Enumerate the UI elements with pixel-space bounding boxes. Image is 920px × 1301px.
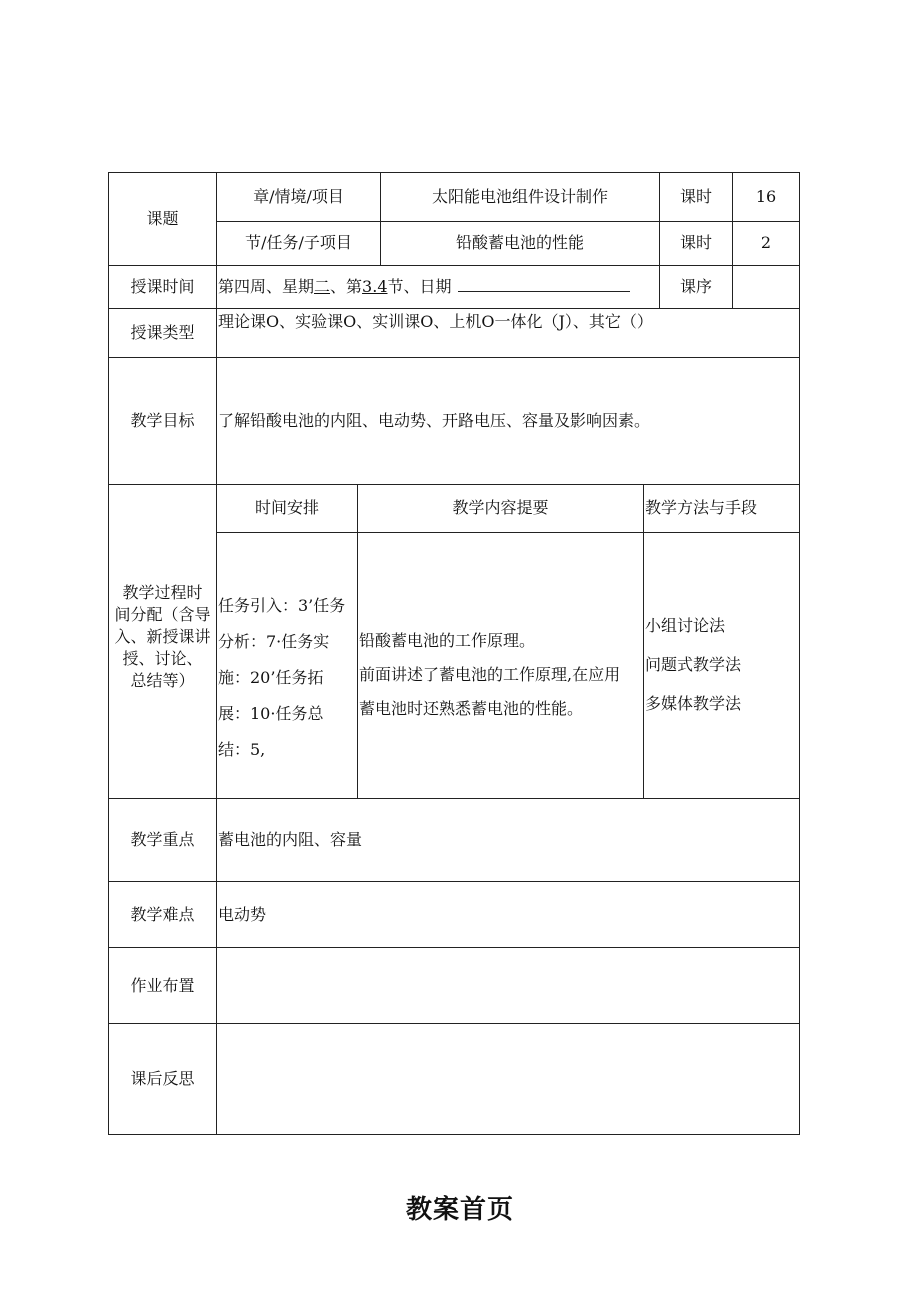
schedule-prefix: 第四周、星期: [218, 277, 315, 296]
section-value: 铅酸蓄电池的性能: [455, 233, 584, 252]
row-line: [216, 532, 800, 533]
difficulty-label: 教学难点: [130, 905, 195, 924]
hours-label-2: 课时: [679, 233, 712, 252]
topic-label: 课题: [146, 209, 179, 228]
schedule-value: [218, 277, 630, 297]
order-label: 课序: [679, 277, 712, 296]
schedule-suffix: 节、日期: [387, 277, 452, 296]
schedule-label: 授课时间: [130, 277, 195, 296]
chapter-value: 太阳能电池组件设计制作: [431, 187, 608, 206]
section-label: 节/任务/子项目: [245, 233, 352, 252]
method-line: 多媒体教学法: [645, 694, 742, 713]
row-line: [108, 947, 800, 948]
col-header-time: 时间安排: [254, 498, 319, 517]
time-line: 任务引入：3’任务: [218, 596, 346, 615]
table-border-top: [108, 172, 800, 173]
homework-label: 作业布置: [130, 976, 195, 995]
hours-value-1: 16: [755, 187, 777, 206]
content-line: 蓄电池时还熟悉蓄电池的性能。: [359, 699, 584, 718]
difficulty-value: 电动势: [218, 905, 267, 924]
teaching-methods: [645, 606, 741, 723]
time-line: 分析：7·任务实: [218, 632, 330, 651]
col-line: [643, 484, 644, 799]
objective-label: 教学目标: [130, 411, 195, 430]
process-label-line: 授、讨论、: [122, 649, 203, 668]
schedule-weekday: 二: [314, 277, 331, 296]
reflection-label: 课后反思: [130, 1069, 195, 1088]
method-line: 小组讨论法: [645, 616, 726, 635]
chapter-label: 章/情境/项目: [253, 187, 344, 206]
time-line: 展：10·任务总: [218, 704, 324, 723]
method-line: 问题式教学法: [645, 655, 742, 674]
process-label-line: 入、新授课讲: [114, 627, 211, 646]
time-line: 结：5,: [218, 740, 266, 759]
hours-label-1: 课时: [679, 187, 712, 206]
row-line: [108, 1023, 800, 1024]
col-line: [357, 484, 358, 799]
row-line: [108, 308, 800, 309]
content-summary: [359, 624, 620, 726]
process-label-line: 间分配（含导: [114, 605, 211, 624]
col-header-content: 教学内容提要: [452, 498, 549, 517]
date-blank-line: [458, 277, 630, 292]
key-point-value: 蓄电池的内阻、容量: [218, 830, 363, 849]
lesson-type-value: 理论课O、实验课O、实训课O、上机O一体化（J）、其它（）: [218, 312, 653, 331]
process-label: [109, 582, 216, 692]
time-arrangement: [218, 588, 345, 768]
col-header-method: 教学方法与手段: [645, 498, 758, 517]
hours-value-2: 2: [760, 233, 772, 252]
row-line: [108, 357, 800, 358]
process-label-line: 教学过程时: [122, 583, 203, 602]
row-line: [108, 265, 800, 266]
process-label-line: 总结等）: [130, 671, 195, 690]
page-title: 教案首页: [405, 1195, 514, 1225]
time-line: 施：20’任务拓: [218, 668, 324, 687]
key-point-label: 教学重点: [130, 830, 195, 849]
row-line: [108, 484, 800, 485]
lesson-type-label: 授课类型: [130, 323, 195, 342]
schedule-mid: 、第: [330, 277, 363, 296]
objective-value: 了解铅酸电池的内阻、电动势、开路电压、容量及影响因素。: [218, 411, 651, 430]
row-line: [108, 881, 800, 882]
content-line: 铅酸蓄电池的工作原理。: [359, 631, 536, 650]
content-line: 前面讲述了蓄电池的工作原理,在应用: [359, 665, 621, 684]
row-line: [216, 221, 800, 222]
table-border-right: [799, 172, 800, 1135]
table-border-bottom: [108, 1134, 800, 1135]
schedule-periods: 3.4: [362, 277, 388, 296]
col-line: [216, 172, 217, 1135]
row-line: [108, 798, 800, 799]
